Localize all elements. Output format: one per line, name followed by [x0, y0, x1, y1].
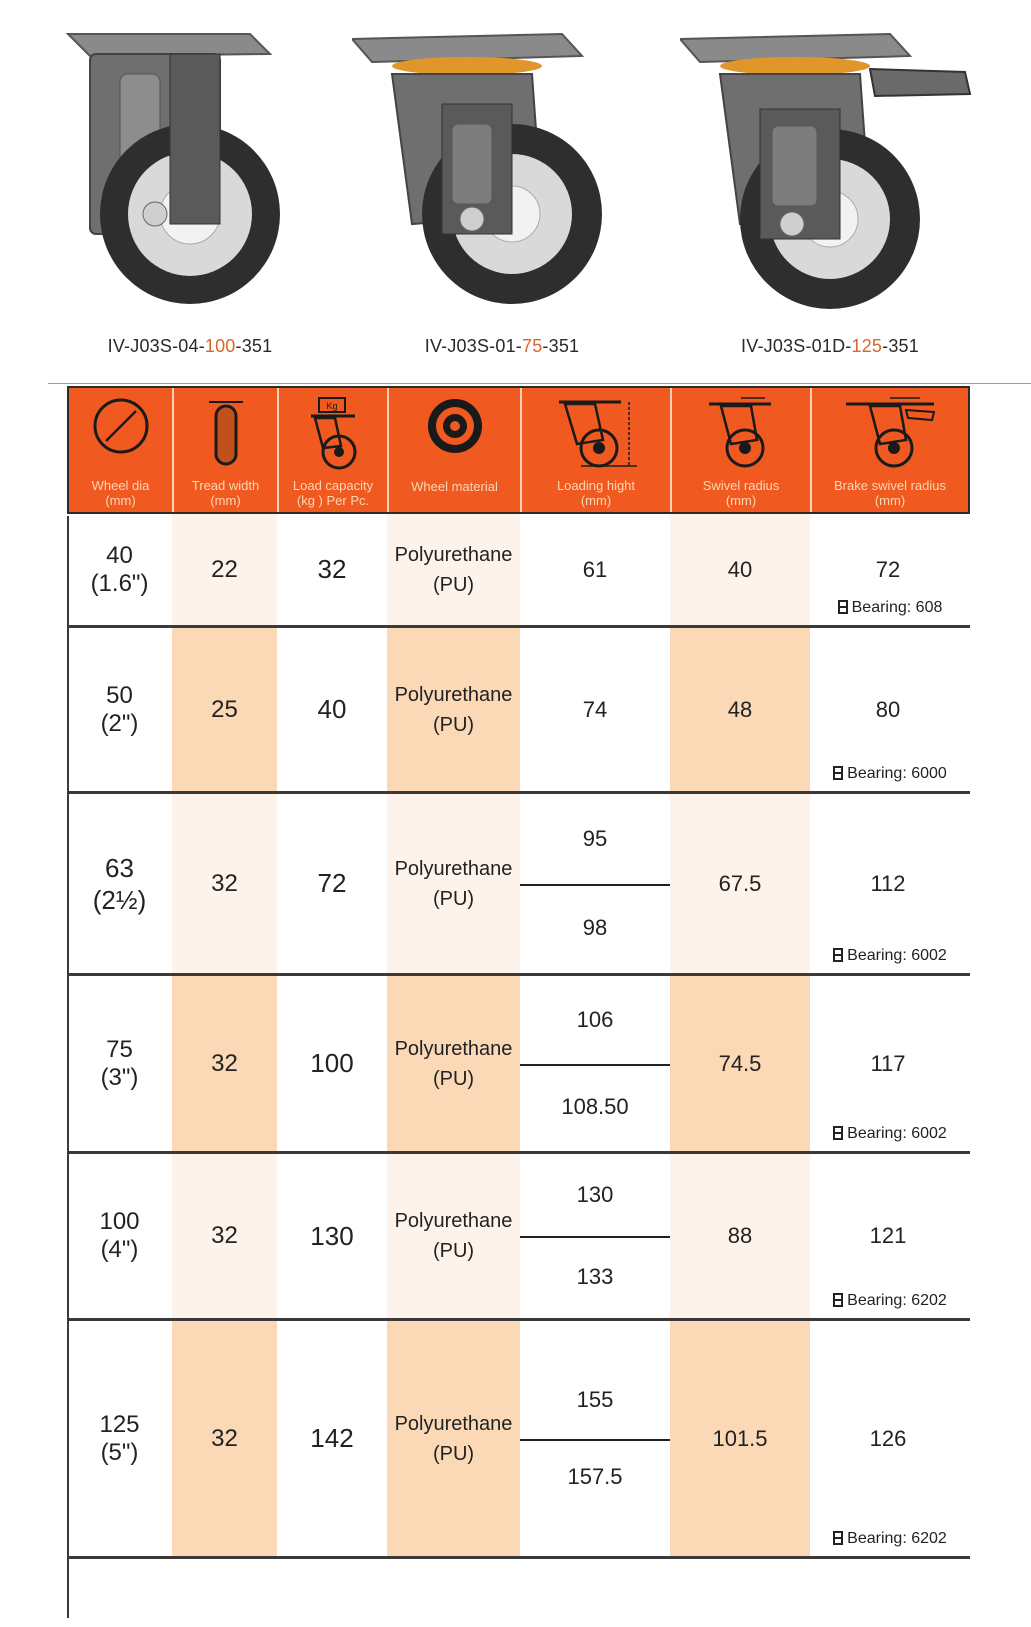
cell-tread-width: 32 [172, 1154, 277, 1318]
cell-swivel-radius: 74.5 [670, 976, 810, 1151]
swivel-radius-icon [701, 396, 781, 470]
bearing-label: Bearing: 608 [820, 599, 960, 617]
cell-wheel-dia: 125 (5") [99, 1410, 140, 1466]
cell-swivel-radius: 101.5 [670, 1321, 810, 1556]
bearing-icon [838, 600, 848, 614]
header-swivel-radius: Swivel radius (mm) [672, 388, 812, 512]
load-capacity-icon [301, 396, 365, 472]
bearing-icon [833, 1531, 843, 1545]
cell-tread-width: 32 [172, 976, 277, 1151]
bearing-label: Bearing: 6002 [820, 947, 960, 965]
cell-wheel-material: Polyurethane (PU) [387, 976, 520, 1151]
product-swivel-caster [352, 14, 652, 364]
cell-wheel-material: Polyurethane (PU) [387, 628, 520, 791]
cell-loading-height: 95 98 [520, 794, 670, 973]
split-line [520, 1439, 670, 1441]
table-row [67, 794, 970, 976]
bearing-label: Bearing: 6202 [820, 1530, 960, 1548]
bearing-icon [833, 766, 843, 780]
bearing-label: Bearing: 6000 [820, 765, 960, 783]
product-gallery [0, 0, 1031, 370]
brake-swivel-radius-icon [840, 396, 940, 470]
cell-brake-swivel-radius: 126 Bearing: 6202 [810, 1321, 966, 1556]
header-wheel-material: Wheel material [389, 388, 522, 512]
product-brake-caster [680, 14, 980, 364]
product-code: IV-J03S-01-75-351 [424, 336, 580, 356]
cell-swivel-radius: 40 [670, 514, 810, 625]
cell-loading-height: 155 157.5 [520, 1321, 670, 1556]
spec-table [67, 386, 970, 1559]
section-divider [48, 383, 1031, 384]
cell-tread-width: 22 [172, 514, 277, 625]
cell-wheel-dia: 50 (2") [100, 681, 139, 737]
split-line [520, 884, 670, 886]
cell-brake-swivel-radius: 72 Bearing: 608 [810, 514, 966, 625]
table-row [67, 1154, 970, 1321]
cell-wheel-dia: 63 (2½) [92, 852, 147, 915]
cell-loading-height: 74 [582, 696, 608, 722]
cell-wheel-material: Polyurethane (PU) [387, 1321, 520, 1556]
product-fixed-caster [40, 14, 340, 364]
header-load-capacity: Kg Load capacity (kg ) Per Pc. [279, 388, 389, 512]
cell-loading-height: 61 [582, 556, 608, 582]
wheel-material-icon [425, 396, 485, 456]
wheel-diameter-icon [91, 396, 151, 456]
product-code: IV-J03S-04-100-351 [107, 336, 273, 356]
split-line [520, 1064, 670, 1066]
cell-brake-swivel-radius: 80 Bearing: 6000 [810, 628, 966, 791]
cell-wheel-material: Polyurethane (PU) [387, 1154, 520, 1318]
table-left-border [67, 516, 69, 1618]
cell-tread-width: 32 [172, 794, 277, 973]
cell-wheel-material: Polyurethane (PU) [387, 794, 520, 973]
fixed-caster-image [40, 14, 340, 314]
cell-swivel-radius: 67.5 [670, 794, 810, 973]
cell-brake-swivel-radius: 121 Bearing: 6202 [810, 1154, 966, 1318]
cell-load-capacity: 142 [310, 1423, 354, 1453]
brake-caster-image [680, 14, 980, 314]
table-row [67, 514, 970, 628]
cell-tread-width: 32 [172, 1321, 277, 1556]
loading-height-icon [551, 396, 641, 470]
tread-width-icon [201, 396, 251, 468]
header-loading-height: Loading hight (mm) [522, 388, 672, 512]
cell-brake-swivel-radius: 117 Bearing: 6002 [810, 976, 966, 1151]
table-row [67, 1321, 970, 1559]
swivel-caster-image [352, 14, 652, 314]
cell-load-capacity: 32 [317, 554, 347, 584]
bearing-icon [833, 1293, 843, 1307]
svg-text:Kg: Kg [326, 401, 338, 411]
header-brake-swivel-radius: Brake swivel radius (mm) [812, 388, 968, 512]
table-header [67, 386, 970, 514]
bearing-icon [833, 948, 843, 962]
bearing-label: Bearing: 6002 [820, 1125, 960, 1143]
header-tread-width: Tread width (mm) [174, 388, 279, 512]
bearing-label: Bearing: 6202 [820, 1292, 960, 1310]
cell-swivel-radius: 48 [670, 628, 810, 791]
cell-wheel-material: Polyurethane (PU) [387, 514, 520, 625]
cell-tread-width: 25 [172, 628, 277, 791]
table-row [67, 976, 970, 1154]
header-wheel-dia: Wheel dia (mm) [69, 388, 174, 512]
bearing-icon [833, 1126, 843, 1140]
cell-load-capacity: 100 [310, 1048, 354, 1078]
cell-wheel-dia: 100 (4") [99, 1208, 140, 1263]
cell-load-capacity: 130 [310, 1220, 354, 1251]
cell-load-capacity: 72 [317, 868, 347, 898]
cell-brake-swivel-radius: 112 Bearing: 6002 [810, 794, 966, 973]
cell-loading-height: 130 133 [520, 1154, 670, 1318]
product-code: IV-J03S-01D-125-351 [741, 336, 919, 356]
table-row [67, 628, 970, 794]
cell-load-capacity: 40 [317, 694, 347, 724]
cell-swivel-radius: 88 [670, 1154, 810, 1318]
cell-wheel-dia: 75 (3") [100, 1035, 139, 1091]
split-line [520, 1236, 670, 1238]
cell-wheel-dia: 40 (1.6") [90, 541, 149, 597]
cell-loading-height: 106 108.50 [520, 976, 670, 1151]
